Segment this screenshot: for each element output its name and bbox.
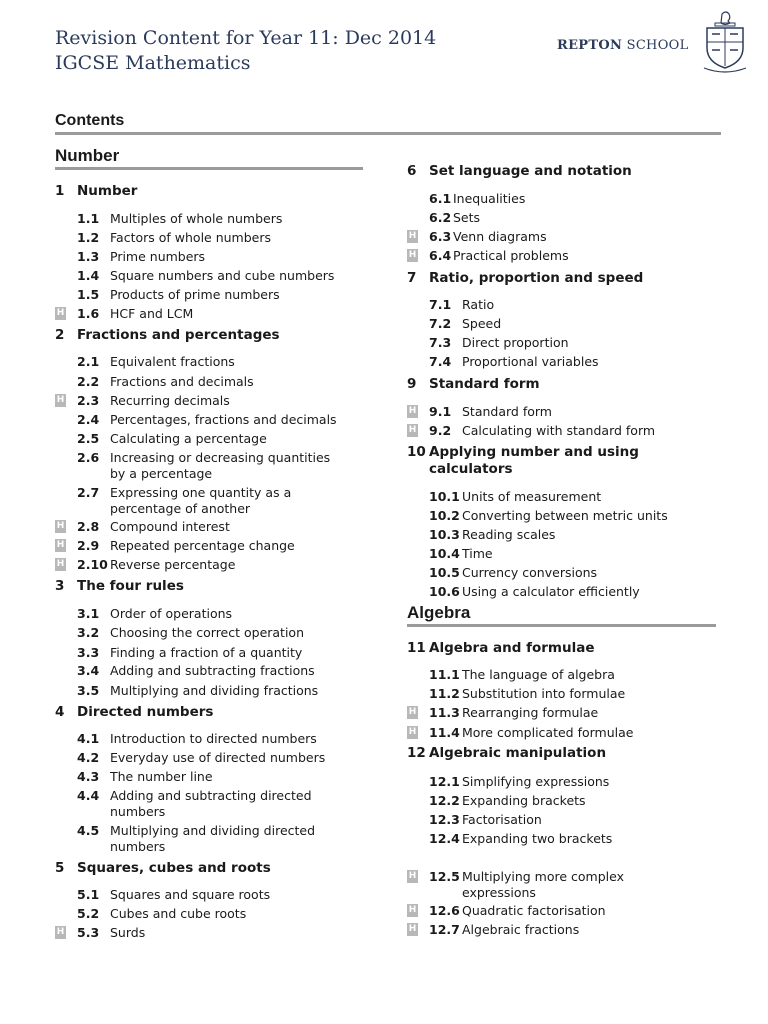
toc-item-label: Inequalities bbox=[453, 191, 526, 206]
toc-item-code: 2.9 bbox=[77, 538, 100, 553]
toc-item-code: 1.1 bbox=[77, 211, 100, 226]
toc-item-label: Standard form bbox=[462, 404, 552, 419]
toc-item-label: Order of operations bbox=[110, 606, 233, 621]
chapter-heading-c4 bbox=[55, 704, 213, 721]
toc-item bbox=[77, 249, 377, 265]
section-rule-algebra bbox=[407, 624, 716, 627]
toc-item-label: Factorisation bbox=[462, 812, 542, 827]
toc-item-label-line-2: numbers bbox=[110, 804, 166, 819]
chapter-title: Standard form bbox=[429, 376, 540, 392]
chapter-heading-c1 bbox=[55, 183, 137, 200]
toc-item-label: HCF and LCM bbox=[110, 306, 194, 321]
toc-item-code: 4.5 bbox=[77, 823, 100, 838]
toc-item bbox=[429, 565, 729, 581]
toc-item bbox=[429, 248, 729, 264]
toc-item-code: 10.2 bbox=[429, 508, 460, 523]
document-title bbox=[55, 26, 436, 76]
toc-item bbox=[77, 230, 377, 246]
toc-item bbox=[429, 725, 729, 741]
toc-item-code: 2.8 bbox=[77, 519, 100, 534]
toc-item-code: 11.2 bbox=[429, 686, 460, 701]
toc-item-label: Calculating with standard form bbox=[462, 423, 656, 438]
toc-item-label: Multiplying more complex bbox=[462, 869, 624, 884]
toc-item-code: 6.1 bbox=[429, 191, 452, 206]
toc-item bbox=[429, 508, 729, 524]
toc-item bbox=[429, 316, 729, 332]
toc-item-code: 3.4 bbox=[77, 663, 100, 678]
toc-item bbox=[77, 606, 377, 622]
chapter-number: 2 bbox=[55, 327, 65, 343]
toc-item-code: 6.3 bbox=[429, 229, 452, 244]
higher-tier-icon: H bbox=[56, 521, 65, 531]
toc-item-label: Substitution into formulae bbox=[462, 686, 626, 701]
toc-item-code: 4.4 bbox=[77, 788, 100, 803]
toc-item bbox=[77, 485, 377, 517]
document-title-line-2: IGCSE Mathematics bbox=[55, 52, 251, 74]
higher-tier-icon: H bbox=[408, 231, 417, 241]
higher-tier-icon: H bbox=[56, 540, 65, 550]
chapter-title: Algebra and formulae bbox=[429, 640, 595, 656]
toc-item-code: 1.4 bbox=[77, 268, 100, 283]
toc-item-code: 1.2 bbox=[77, 230, 100, 245]
toc-item-label: Factors of whole numbers bbox=[110, 230, 271, 245]
toc-item-code: 2.6 bbox=[77, 450, 100, 465]
toc-item bbox=[429, 210, 729, 226]
chapter-title-line-2: calculators bbox=[429, 461, 513, 477]
toc-item-label: The language of algebra bbox=[462, 667, 615, 682]
chapter-heading-c9 bbox=[407, 376, 540, 393]
toc-item-label: Expressing one quantity as a bbox=[110, 485, 292, 500]
toc-item-code: 1.5 bbox=[77, 287, 100, 302]
toc-item-label: Units of measurement bbox=[462, 489, 602, 504]
toc-item-code: 11.4 bbox=[429, 725, 460, 740]
toc-item-label: Recurring decimals bbox=[110, 393, 230, 408]
chapter-title: Algebraic manipulation bbox=[429, 745, 607, 761]
school-crest-icon bbox=[700, 10, 750, 76]
school-name-bold: REPTON bbox=[557, 38, 623, 53]
toc-item-code: 1.3 bbox=[77, 249, 100, 264]
toc-item bbox=[429, 774, 729, 790]
toc-item bbox=[77, 450, 377, 482]
toc-item-label: Reading scales bbox=[462, 527, 556, 542]
toc-item bbox=[429, 793, 729, 809]
toc-item-code: 3.2 bbox=[77, 625, 100, 640]
toc-item bbox=[77, 645, 377, 661]
toc-item-code: 7.3 bbox=[429, 335, 452, 350]
chapter-number: 5 bbox=[55, 860, 65, 876]
section-rule-number bbox=[55, 167, 363, 170]
toc-item-code: 2.5 bbox=[77, 431, 100, 446]
toc-item bbox=[429, 527, 729, 543]
chapter-heading-c12 bbox=[407, 745, 606, 762]
higher-tier-icon: H bbox=[408, 425, 417, 435]
higher-tier-icon: H bbox=[56, 308, 65, 318]
toc-item bbox=[429, 354, 729, 370]
toc-item-code: 12.2 bbox=[429, 793, 460, 808]
higher-tier-icon: H bbox=[408, 707, 417, 717]
toc-item-label: Expanding brackets bbox=[462, 793, 586, 808]
toc-item-label: Ratio bbox=[462, 297, 495, 312]
toc-item-code: 4.3 bbox=[77, 769, 100, 784]
toc-item bbox=[77, 731, 377, 747]
toc-item-code: 9.1 bbox=[429, 404, 452, 419]
toc-item-code: 7.4 bbox=[429, 354, 452, 369]
toc-item-label-line-2: by a percentage bbox=[110, 466, 213, 481]
toc-item bbox=[77, 887, 377, 903]
toc-item-label-line-2: expressions bbox=[462, 885, 536, 900]
toc-item-label: Surds bbox=[110, 925, 146, 940]
toc-item-label: Simplifying expressions bbox=[462, 774, 610, 789]
chapter-title: The four rules bbox=[77, 578, 184, 594]
toc-item-code: 10.6 bbox=[429, 584, 460, 599]
toc-item-code: 9.2 bbox=[429, 423, 452, 438]
document-title-line-1: Revision Content for Year 11: Dec 2014 bbox=[55, 27, 437, 49]
toc-item-label: Calculating a percentage bbox=[110, 431, 267, 446]
toc-item-label: Fractions and decimals bbox=[110, 374, 254, 389]
toc-item bbox=[77, 211, 377, 227]
toc-item-label: Quadratic factorisation bbox=[462, 903, 606, 918]
toc-item bbox=[77, 663, 377, 679]
toc-item bbox=[77, 374, 377, 390]
toc-item bbox=[77, 268, 377, 284]
toc-item-label-line-2: percentage of another bbox=[110, 501, 251, 516]
toc-item bbox=[77, 769, 377, 785]
toc-item-label: Multiplying and dividing directed bbox=[110, 823, 316, 838]
toc-item-label: Multiples of whole numbers bbox=[110, 211, 283, 226]
toc-item-label: Sets bbox=[453, 210, 481, 225]
chapter-number: 3 bbox=[55, 578, 65, 594]
toc-item-label: Products of prime numbers bbox=[110, 287, 280, 302]
toc-item bbox=[77, 431, 377, 447]
toc-item-code: 2.10 bbox=[77, 557, 108, 572]
toc-item bbox=[77, 906, 377, 922]
toc-item-code: 11.1 bbox=[429, 667, 460, 682]
toc-item-code: 10.5 bbox=[429, 565, 460, 580]
toc-item bbox=[429, 335, 729, 351]
toc-item-code: 3.5 bbox=[77, 683, 100, 698]
toc-item bbox=[429, 831, 729, 847]
toc-item bbox=[77, 306, 377, 322]
toc-item bbox=[77, 625, 377, 641]
higher-tier-icon: H bbox=[56, 559, 65, 569]
toc-item bbox=[77, 354, 377, 370]
chapter-number: 6 bbox=[407, 163, 417, 179]
chapter-heading-c6 bbox=[407, 163, 632, 180]
chapter-number: 7 bbox=[407, 270, 417, 286]
toc-item-code: 2.4 bbox=[77, 412, 100, 427]
toc-item bbox=[429, 869, 729, 901]
toc-item bbox=[429, 423, 729, 439]
toc-item-label: Speed bbox=[462, 316, 502, 331]
toc-item bbox=[77, 393, 377, 409]
toc-item-label: Increasing or decreasing quantities bbox=[110, 450, 331, 465]
toc-item-code: 6.4 bbox=[429, 248, 452, 263]
higher-tier-icon: H bbox=[408, 727, 417, 737]
toc-item-code: 12.4 bbox=[429, 831, 460, 846]
toc-item bbox=[429, 191, 729, 207]
toc-item-code: 12.7 bbox=[429, 922, 460, 937]
toc-item-label: Currency conversions bbox=[462, 565, 598, 580]
toc-item-label: Adding and subtracting directed bbox=[110, 788, 312, 803]
toc-item-code: 12.5 bbox=[429, 869, 460, 884]
toc-item bbox=[429, 404, 729, 420]
toc-item bbox=[429, 903, 729, 919]
toc-item-code: 10.1 bbox=[429, 489, 460, 504]
toc-item-label: Practical problems bbox=[453, 248, 569, 263]
toc-item bbox=[77, 750, 377, 766]
toc-item-label: Equivalent fractions bbox=[110, 354, 235, 369]
higher-tier-icon: H bbox=[408, 924, 417, 934]
toc-item-code: 2.2 bbox=[77, 374, 100, 389]
chapter-number: 4 bbox=[55, 704, 65, 720]
toc-item bbox=[77, 412, 377, 428]
toc-item bbox=[429, 812, 729, 828]
toc-item bbox=[77, 557, 377, 573]
toc-item-code: 4.1 bbox=[77, 731, 100, 746]
toc-item-label: Everyday use of directed numbers bbox=[110, 750, 326, 765]
school-name bbox=[557, 38, 689, 53]
toc-item bbox=[429, 705, 729, 721]
toc-item-code: 12.3 bbox=[429, 812, 460, 827]
chapter-number: 1 bbox=[55, 183, 65, 199]
toc-item-label: Algebraic fractions bbox=[462, 922, 580, 937]
higher-tier-icon: H bbox=[56, 395, 65, 405]
toc-item bbox=[429, 922, 729, 938]
chapter-heading-c7 bbox=[407, 270, 643, 287]
chapter-number: 11 bbox=[407, 640, 426, 656]
toc-item-label: Rearranging formulae bbox=[462, 705, 599, 720]
toc-item-code: 7.2 bbox=[429, 316, 452, 331]
chapter-heading-c11 bbox=[407, 640, 595, 657]
higher-tier-icon: H bbox=[408, 871, 417, 881]
toc-item-code: 10.3 bbox=[429, 527, 460, 542]
toc-item bbox=[77, 519, 377, 535]
chapter-title: Ratio, proportion and speed bbox=[429, 270, 644, 286]
chapter-title: Set language and notation bbox=[429, 163, 632, 179]
toc-item bbox=[429, 297, 729, 313]
higher-tier-icon: H bbox=[408, 905, 417, 915]
higher-tier-icon: H bbox=[56, 927, 65, 937]
chapter-number: 10 bbox=[407, 444, 426, 460]
toc-item-label: Converting between metric units bbox=[462, 508, 668, 523]
toc-item-code: 12.1 bbox=[429, 774, 460, 789]
higher-tier-icon: H bbox=[408, 250, 417, 260]
school-name-rest: SCHOOL bbox=[626, 38, 689, 53]
chapter-heading-c2 bbox=[55, 327, 280, 344]
toc-item-label-line-2: numbers bbox=[110, 839, 166, 854]
toc-item-label: Proportional variables bbox=[462, 354, 599, 369]
toc-item-label: Direct proportion bbox=[462, 335, 569, 350]
toc-item-code: 5.3 bbox=[77, 925, 100, 940]
toc-item-label: Introduction to directed numbers bbox=[110, 731, 317, 746]
chapter-number: 9 bbox=[407, 376, 417, 392]
chapter-title: Directed numbers bbox=[77, 704, 214, 720]
contents-heading: Contents bbox=[55, 112, 125, 129]
toc-item-code: 2.7 bbox=[77, 485, 100, 500]
toc-item-code: 5.2 bbox=[77, 906, 100, 921]
toc-item bbox=[429, 667, 729, 683]
toc-item-code: 1.6 bbox=[77, 306, 100, 321]
toc-item-code: 5.1 bbox=[77, 887, 100, 902]
toc-item bbox=[429, 489, 729, 505]
toc-item bbox=[77, 925, 377, 941]
toc-item-label: Repeated percentage change bbox=[110, 538, 295, 553]
toc-item-code: 3.1 bbox=[77, 606, 100, 621]
toc-item-label: Using a calculator efficiently bbox=[462, 584, 640, 599]
toc-item-label: Prime numbers bbox=[110, 249, 206, 264]
toc-item-code: 12.6 bbox=[429, 903, 460, 918]
toc-item bbox=[77, 823, 377, 855]
toc-item bbox=[77, 538, 377, 554]
chapter-title: Squares, cubes and roots bbox=[77, 860, 271, 876]
toc-item-code: 2.1 bbox=[77, 354, 100, 369]
toc-item-label: Reverse percentage bbox=[110, 557, 236, 572]
toc-item-label: Finding a fraction of a quantity bbox=[110, 645, 303, 660]
toc-item-label: Compound interest bbox=[110, 519, 230, 534]
toc-item-code: 3.3 bbox=[77, 645, 100, 660]
toc-item-label: Venn diagrams bbox=[453, 229, 547, 244]
chapter-heading-c5 bbox=[55, 860, 271, 877]
chapter-heading-c3 bbox=[55, 578, 184, 595]
toc-item-code: 2.3 bbox=[77, 393, 100, 408]
toc-item-code: 7.1 bbox=[429, 297, 452, 312]
chapter-number: 12 bbox=[407, 745, 426, 761]
section-heading-algebra: Algebra bbox=[407, 603, 471, 622]
toc-item bbox=[429, 546, 729, 562]
toc-item-label: Expanding two brackets bbox=[462, 831, 613, 846]
toc-item bbox=[429, 686, 729, 702]
toc-item-label: Square numbers and cube numbers bbox=[110, 268, 335, 283]
toc-item-label: Adding and subtracting fractions bbox=[110, 663, 315, 678]
toc-item-label: Multiplying and dividing fractions bbox=[110, 683, 319, 698]
toc-item-code: 10.4 bbox=[429, 546, 460, 561]
toc-item-code: 6.2 bbox=[429, 210, 452, 225]
toc-item-label: Squares and square roots bbox=[110, 887, 271, 902]
toc-item-label: Time bbox=[462, 546, 493, 561]
chapter-title: Applying number and using bbox=[429, 444, 639, 460]
toc-item-label: Choosing the correct operation bbox=[110, 625, 305, 640]
section-heading-number: Number bbox=[55, 146, 120, 165]
toc-item-label: More complicated formulae bbox=[462, 725, 634, 740]
toc-item-label: Percentages, fractions and decimals bbox=[110, 412, 337, 427]
chapter-heading-c10 bbox=[407, 444, 639, 478]
higher-tier-icon: H bbox=[408, 406, 417, 416]
toc-item-label: Cubes and cube roots bbox=[110, 906, 247, 921]
chapter-title: Fractions and percentages bbox=[77, 327, 280, 343]
toc-item bbox=[429, 229, 729, 245]
toc-item bbox=[429, 584, 729, 600]
toc-item-code: 11.3 bbox=[429, 705, 460, 720]
contents-rule bbox=[55, 132, 721, 135]
toc-item bbox=[77, 683, 377, 699]
chapter-title: Number bbox=[77, 183, 138, 199]
toc-item-code: 4.2 bbox=[77, 750, 100, 765]
toc-item bbox=[77, 287, 377, 303]
toc-item bbox=[77, 788, 377, 820]
toc-item-label: The number line bbox=[110, 769, 213, 784]
